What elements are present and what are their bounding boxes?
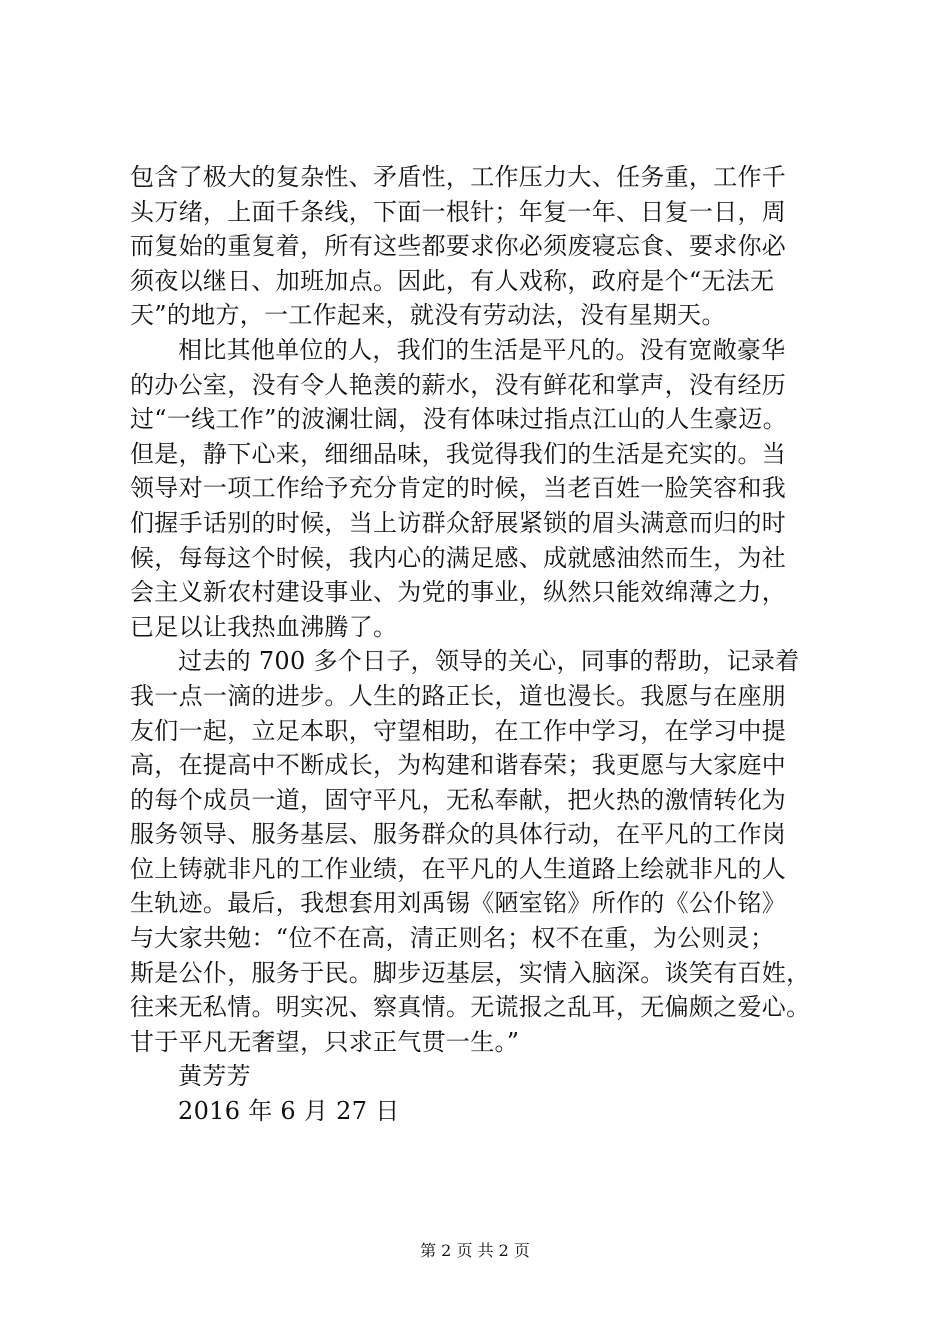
body-text	[130, 160, 830, 1129]
text-line: 过去的 700 多个日子，领导的关心，同事的帮助，记录着	[178, 647, 800, 676]
text-line: 与大家共勉：“位不在高，清正则名；权不在重，为公则灵；	[130, 924, 775, 953]
text-line: 位上铸就非凡的工作业绩，在平凡的人生道路上绘就非凡的人	[130, 854, 787, 883]
text-line: 服务领导、服务基层、服务群众的具体行动，在平凡的工作岗	[130, 820, 787, 849]
text-line: 黄芳芳	[178, 1062, 251, 1091]
text-line: 的每个成员一道，固守平凡，无私奉献，把火热的激情转化为	[130, 785, 787, 814]
text-line: 甘于平凡无奢望，只求正气贯一生。”	[130, 1027, 520, 1056]
text-line: 的办公室，没有令人艳羡的薪水，没有鲜花和掌声，没有经历	[130, 370, 787, 399]
text-line: 高，在提高中不断成长，为构建和谐春荣；我更愿与大家庭中	[130, 751, 787, 780]
text-line: 头万绪，上面千条线，下面一根针；年复一年、日复一日，周	[130, 197, 787, 226]
page-footer: 第 2 页 共 2 页	[420, 1241, 530, 1260]
text-line: 过“一线工作”的波澜壮阔，没有体味过指点江山的人生豪迈。	[130, 405, 787, 434]
text-line: 天”的地方，一工作起来，就没有劳动法，没有星期天。	[130, 301, 726, 330]
text-line: 生轨迹。最后，我想套用刘禹锡《陋室铭》所作的《公仆铭》	[130, 889, 787, 918]
text-line: 已足以让我热血沸腾了。	[130, 612, 398, 641]
text-line: 须夜以继日、加班加点。因此，有人戏称，政府是个“无法无	[130, 266, 775, 295]
text-line: 候，每每这个时候，我内心的满足感、成就感油然而生，为社	[130, 543, 787, 572]
text-line: 我一点一滴的进步。人生的路正长，道也漫长。我愿与在座朋	[130, 681, 787, 710]
text-line: 斯是公仆，服务于民。脚步迈基层，实情入脑深。谈笑有百姓，	[130, 958, 811, 987]
text-line: 2016 年 6 月 27 日	[178, 1097, 400, 1126]
text-line: 而复始的重复着，所有这些都要求你必须废寝忘食、要求你必	[130, 232, 787, 261]
text-line: 但是，静下心来，细细品味，我觉得我们的生活是充实的。当	[130, 439, 787, 468]
text-line: 会主义新农村建设事业、为党的事业，纵然只能效绵薄之力，	[130, 578, 787, 607]
text-line: 相比其他单位的人，我们的生活是平凡的。没有宽敞豪华	[178, 335, 786, 364]
text-line: 往来无私情。明实况、察真情。无谎报之乱耳，无偏颇之爱心。	[130, 993, 811, 1022]
text-line: 友们一起，立足本职，守望相助，在工作中学习，在学习中提	[130, 716, 787, 745]
text-line: 领导对一项工作给予充分肯定的时候，当老百姓一脸笑容和我	[130, 474, 787, 503]
text-line: 包含了极大的复杂性、矛盾性，工作压力大、任务重，工作千	[130, 163, 787, 191]
text-line: 们握手话别的时候，当上访群众舒展紧锁的眉头满意而归的时	[130, 508, 787, 537]
